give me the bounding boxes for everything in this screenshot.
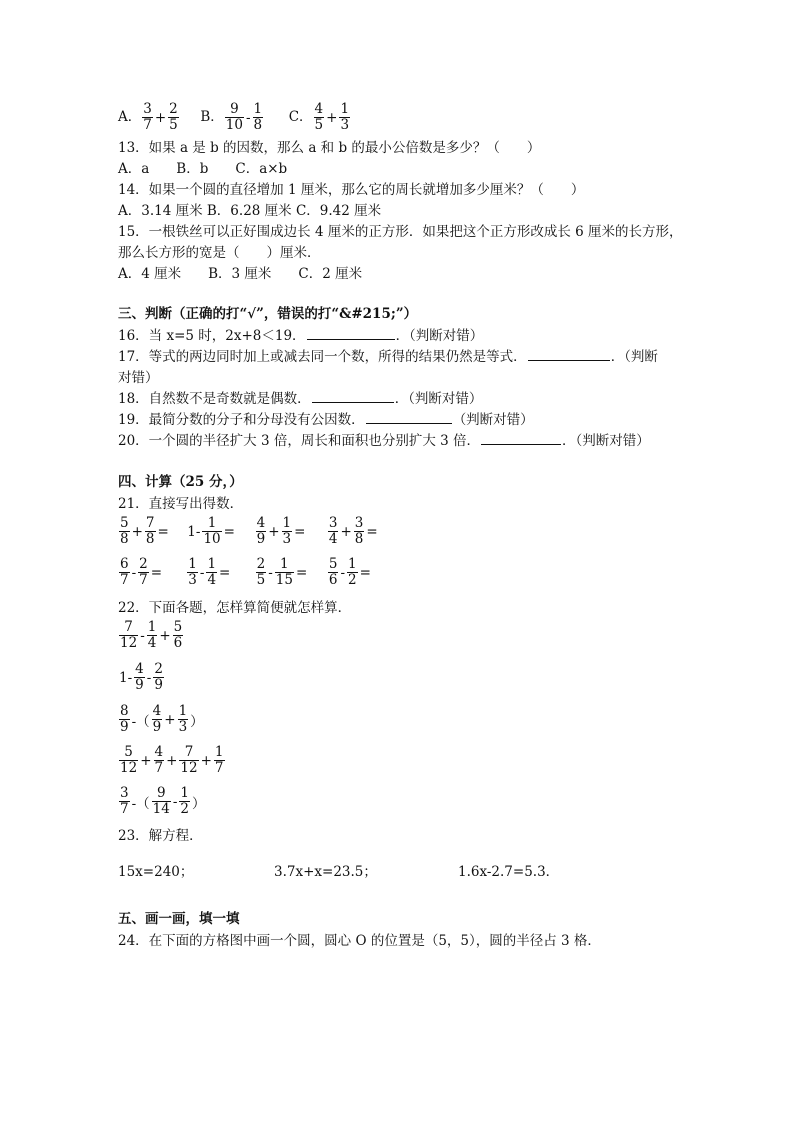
q17: 17．等式的两边同时加上或减去同一个数，所得的结果仍然是等式． ．（判断 [118, 349, 658, 365]
expr: $\frac{5}{6}$ - $\frac{1}{2}$ = [328, 556, 371, 588]
q13-options: A．a B．b C．a×b [118, 161, 288, 177]
q14-text: 14．如果一个圆的直径增加 1 厘米，那么它的周长就增加多少厘米？（ ） [118, 182, 585, 198]
q15-line2: 那么长方形的宽是（ ）厘米． [118, 245, 321, 261]
q20: 20．一个圆的半径扩大 3 倍，周长和面积也分别扩大 3 倍． ．（判断对错） [118, 433, 650, 449]
q24: 24．在下面的方格图中画一个圆，圆心 O 的位置是（5，5），圆的半径占 3 格． [118, 933, 601, 949]
q22: 22．下面各题，怎样算简便就怎样算． [118, 600, 352, 616]
q15-options: A．4 厘米 B．3 厘米 C．2 厘米 [118, 266, 363, 282]
q14-options: A．3.14 厘米 B．6.28 厘米 C．9.42 厘米 [118, 203, 382, 219]
equation-2: 3.7x+x=23.5； [274, 864, 377, 880]
q21-row2 [118, 557, 372, 588]
fraction: $\frac{1}{3}$ [340, 101, 350, 133]
option-b-label: B． [200, 109, 224, 125]
q22-item2: 1- $\frac{4}{9}$ - $\frac{2}{9}$ [119, 661, 163, 693]
answer-blank[interactable] [528, 348, 610, 361]
section4-title: 四、计算（25 分，） [118, 474, 243, 490]
expr: $\frac{5}{8}$ + $\frac{7}{8}$ = [120, 515, 169, 547]
q21: 21．直接写出得数． [118, 496, 244, 512]
q21-row1 [118, 516, 379, 547]
answer-blank[interactable] [481, 432, 561, 445]
fraction: $\frac{4}{5}$ [314, 101, 324, 133]
expr: $\frac{3}{4}$ + $\frac{3}{8}$ = [328, 515, 378, 547]
q17-cont: 对错） [118, 370, 159, 386]
expr: $\frac{6}{7}$ - $\frac{2}{7}$ = [120, 556, 163, 588]
fraction: $\frac{9}{10}$ [225, 101, 243, 133]
q15-line1: 15．一根铁丝可以正好围成边长 4 厘米的正方形．如果把这个正方形改成长 6 厘米的长方形， [118, 224, 683, 240]
answer-blank[interactable] [312, 390, 394, 403]
expr: $\frac{2}{5}$ - $\frac{1}{15}$ = [256, 556, 308, 588]
fraction: $\frac{2}{5}$ [169, 101, 178, 133]
q19: 19．最简分数的分子和分母没有公因数． （判断对错） [118, 412, 534, 428]
q22-item3: $\frac{8}{9}$ -（ $\frac{4}{9}$ + $\frac{1}{3}$ ） [120, 703, 204, 735]
q16: 16．当 x=5 时，2x+8＜19． ．（判断对错） [118, 328, 484, 344]
equation-1: 15x=240； [118, 864, 194, 880]
option-a-label: A． [118, 109, 142, 125]
section5-title: 五、画一画，填一填 [118, 911, 240, 927]
answer-blank[interactable] [366, 411, 452, 424]
answer-blank[interactable] [307, 327, 395, 340]
equation-3: 1.6x-2.7=5.3． [458, 864, 560, 880]
q22-item1: $\frac{7}{12}$ - $\frac{1}{4}$ + $\frac{5}{6}$ [120, 619, 183, 651]
q12-options: A． $\frac{3}{7}$ + $\frac{2}{5}$ B． $\frac{9}{10}$ - $\frac{1}{8}$ C． $\frac{4}{5}$ + $\frac{1}{3}$ [118, 101, 350, 133]
section3-title: 三、判断（正确的打“√”，错误的打“&#215;”） [118, 306, 418, 322]
q22-item5: $\frac{3}{7}$ -（ $\frac{9}{14}$ - $\frac{1}{2}$ ） [120, 785, 206, 817]
expr: $\frac{1}{3}$ - $\frac{1}{4}$ = [188, 556, 231, 588]
expr: $\frac{4}{9}$ + $\frac{1}{3}$ = [256, 515, 306, 547]
q13-text: 13．如果 a 是 b 的因数，那么 a 和 b 的最小公倍数是多少？（ ） [118, 140, 541, 156]
expr: 1- $\frac{1}{10}$ = [187, 515, 235, 547]
fraction: $\frac{3}{7}$ [143, 101, 152, 133]
q23: 23．解方程． [118, 828, 203, 844]
option-c-label: C． [288, 109, 313, 125]
fraction: $\frac{1}{8}$ [253, 101, 263, 133]
q22-item4: $\frac{5}{12}$ + $\frac{4}{7}$ + $\frac{7}{12}$ + $\frac{1}{7}$ [120, 744, 224, 776]
q18: 18．自然数不是奇数就是偶数． ．（判断对错） [118, 391, 483, 407]
